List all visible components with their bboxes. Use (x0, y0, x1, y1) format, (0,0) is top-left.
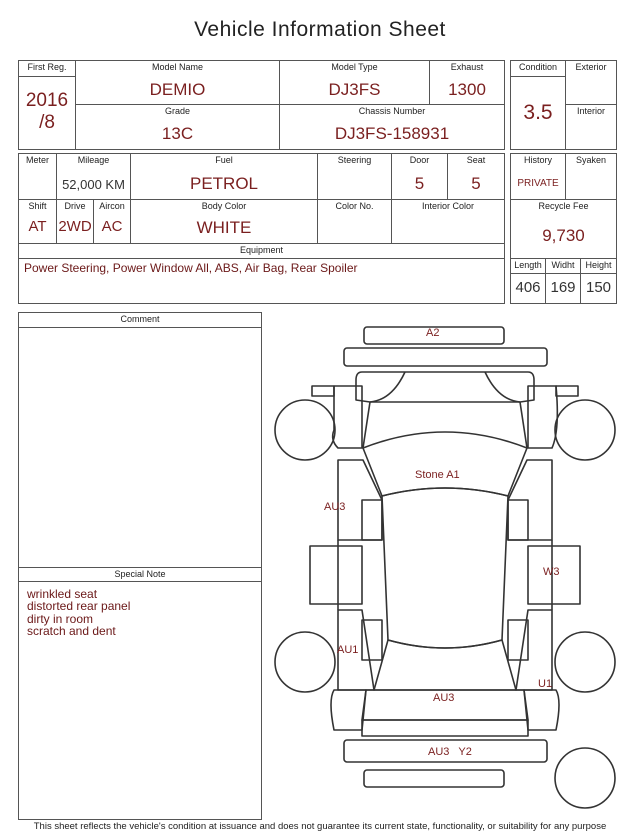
hood-edge-right (520, 402, 527, 448)
rear-panel (362, 720, 528, 736)
page-title: Vehicle Information Sheet (194, 18, 446, 41)
exhaust-label: Exhaust (450, 62, 484, 72)
fuel-value: PETROL (189, 174, 259, 193)
aircon-value: AC (101, 218, 123, 235)
fender-rear-left (331, 690, 366, 730)
damage-mark-a2: A2 (426, 327, 440, 339)
chassis-number-label: Chassis Number (358, 106, 426, 116)
wheel-rear-right (555, 632, 615, 692)
height-label: Height (581, 260, 616, 274)
recycle-fee-value: 9,730 (542, 226, 585, 245)
drive-value: 2WD (58, 218, 92, 235)
length-value: 406 (515, 279, 541, 296)
special-note-item: distorted rear panel (27, 599, 131, 613)
chassis-number-value: DJ3FS-158931 (334, 124, 450, 143)
color-no-label: Color No. (335, 201, 374, 211)
first-reg-label: First Reg. (19, 61, 75, 77)
width-value: 169 (550, 279, 576, 296)
disclaimer-footer: This sheet reflects the vehicle's condition at issuance and does not guarantee its current state, functionality, or suitability for any purpose (33, 821, 607, 832)
wheel-rear-left (275, 632, 335, 692)
history-value: PRIVATE (517, 178, 559, 189)
first-reg-month: /8 (39, 112, 55, 133)
mirror-left (312, 386, 334, 396)
mileage-value: 52,000 KM (62, 177, 125, 192)
damage-mark-u1: U1 (538, 678, 553, 690)
body-color-label: Body Color (201, 201, 247, 211)
shift-value: AT (28, 218, 47, 235)
length-label: Length (511, 260, 545, 274)
meter-label: Meter (25, 155, 49, 165)
damage-mark-stone-a1: Stone A1 (415, 469, 460, 481)
model-type-value: DJ3FS (328, 80, 381, 99)
damage-mark-au3-left: AU3 (324, 501, 346, 513)
equipment-value: Power Steering, Power Window All, ABS, Air Bag, Rear Spoiler (24, 261, 358, 275)
mileage-label: Mileage (77, 155, 110, 165)
windshield (363, 432, 527, 496)
height-value: 150 (585, 279, 612, 296)
recycle-fee-label: Recycle Fee (538, 201, 589, 211)
damage-mark-au1: AU1 (337, 644, 359, 656)
exterior-label: Exterior (575, 62, 607, 72)
window-front-right (508, 500, 528, 540)
headlight-left (370, 372, 405, 402)
aircon-label: Aircon (99, 201, 125, 211)
wheel-front-right (555, 400, 615, 460)
damage-mark-w3: W3 (543, 566, 560, 578)
fender-front-left (333, 386, 362, 448)
fender-rear-right (524, 690, 559, 730)
special-note-item: scratch and dent (27, 624, 116, 638)
drive-label: Drive (64, 201, 86, 211)
shift-label: Shift (28, 201, 47, 211)
condition-label: Condition (511, 61, 565, 77)
seat-value: 5 (471, 174, 481, 193)
exhaust-value: 1300 (448, 80, 486, 99)
window-front-left (362, 500, 382, 540)
grade-value: 13C (161, 124, 194, 143)
seat-label: Seat (466, 155, 486, 165)
door-label: Door (409, 155, 430, 165)
mirror-right (556, 386, 578, 396)
damage-mark-au3-y2: AU3 Y2 (428, 746, 472, 758)
door-value: 5 (414, 174, 425, 193)
damage-mark-au3-rear: AU3 (433, 692, 455, 704)
front-bumper-lower (344, 348, 547, 366)
special-note-item: wrinkled seat (27, 587, 98, 601)
steering-label: Steering (337, 155, 372, 165)
condition-value: 3.5 (523, 101, 553, 124)
body-color-value: WHITE (196, 218, 252, 237)
history-label: History (523, 155, 552, 165)
wheel-front-left (275, 400, 335, 460)
interior-label: Interior (576, 106, 605, 116)
fuel-label: Fuel (215, 155, 233, 165)
headlight-right (485, 372, 520, 402)
first-reg-year: 2016 (25, 90, 69, 111)
special-note-label: Special Note (114, 569, 166, 579)
equipment-label: Equipment (239, 245, 284, 255)
model-name-label: Model Name (151, 62, 204, 72)
width-label: Widht (546, 260, 580, 274)
special-note-item: dirty in room (27, 612, 94, 626)
model-type-label: Model Type (331, 62, 378, 72)
comment-label: Comment (120, 314, 160, 324)
spare-wheel (555, 748, 615, 808)
roof-panel (382, 488, 508, 648)
grade-label: Grade (164, 106, 190, 116)
door-front-left (310, 546, 362, 604)
rear-window (374, 640, 516, 690)
fender-front-right (528, 386, 557, 448)
interior-color-label: Interior Color (421, 201, 475, 211)
model-name-value: DEMIO (149, 80, 206, 99)
rear-bumper-lower (364, 770, 504, 787)
hood-edge-left (363, 402, 370, 448)
syaken-label: Syaken (575, 155, 607, 165)
